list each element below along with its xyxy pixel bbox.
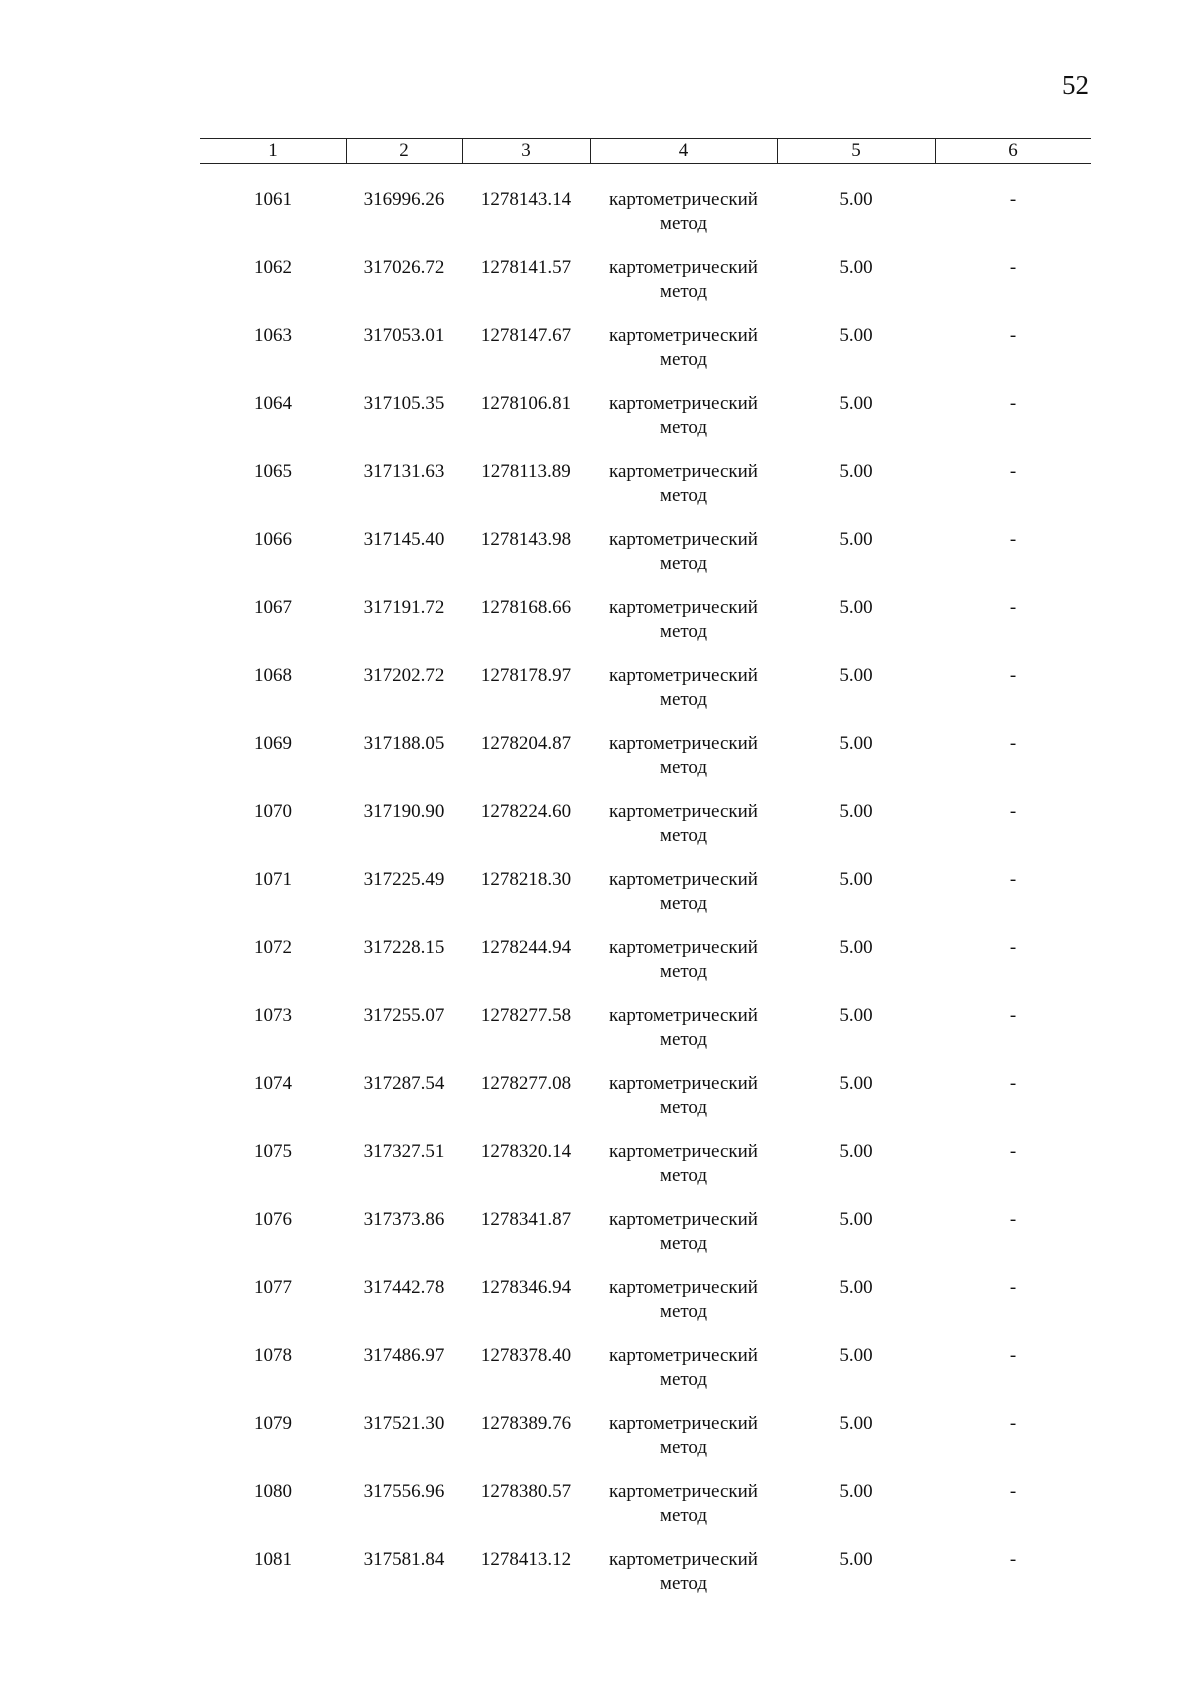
coordinate-y-cell: 1278147.67 xyxy=(480,325,572,346)
table-row xyxy=(0,868,1200,928)
note-cell: - xyxy=(1009,869,1017,890)
coordinate-y-cell: 1278389.76 xyxy=(480,1413,572,1434)
coordinate-y-cell: 1278143.98 xyxy=(480,529,572,550)
point-number-cell: 1078 xyxy=(254,1345,292,1366)
table-row xyxy=(0,256,1200,316)
accuracy-cell: 5.00 xyxy=(839,1209,873,1230)
coordinate-y-cell: 1278143.14 xyxy=(480,189,572,210)
coordinate-y-cell: 1278141.57 xyxy=(480,257,572,278)
method-cell xyxy=(590,1276,777,1324)
note-cell: - xyxy=(1009,1141,1017,1162)
point-number-cell: 1061 xyxy=(254,189,292,210)
point-number-cell: 1063 xyxy=(254,325,292,346)
point-number-cell: 1070 xyxy=(254,801,292,822)
note-cell: - xyxy=(1009,1277,1017,1298)
coordinate-x-cell: 317145.40 xyxy=(363,529,445,550)
method-cell xyxy=(590,256,777,304)
coordinate-y-cell: 1278378.40 xyxy=(480,1345,572,1366)
method-line-1: картометрический xyxy=(609,325,758,346)
note-cell: - xyxy=(1009,1073,1017,1094)
coordinate-y-cell: 1278106.81 xyxy=(480,393,572,414)
coordinate-x-cell: 317105.35 xyxy=(363,393,445,414)
point-number-cell: 1062 xyxy=(254,257,292,278)
coordinate-x-cell: 317287.54 xyxy=(363,1073,445,1094)
note-cell: - xyxy=(1009,1345,1017,1366)
method-cell xyxy=(590,936,777,984)
accuracy-cell: 5.00 xyxy=(839,801,873,822)
method-cell xyxy=(590,188,777,236)
method-line-2: метод xyxy=(659,621,708,642)
note-cell: - xyxy=(1009,325,1017,346)
table-row xyxy=(0,1004,1200,1064)
table-row xyxy=(0,664,1200,724)
coordinate-x-cell: 317188.05 xyxy=(363,733,445,754)
method-line-1: картометрический xyxy=(609,665,758,686)
point-number-cell: 1080 xyxy=(254,1481,292,1502)
method-line-1: картометрический xyxy=(609,1005,758,1026)
note-cell: - xyxy=(1009,1413,1017,1434)
table-row xyxy=(0,324,1200,384)
note-cell: - xyxy=(1009,1549,1017,1570)
point-number-cell: 1074 xyxy=(254,1073,292,1094)
method-cell xyxy=(590,392,777,440)
method-cell xyxy=(590,324,777,372)
coordinate-y-cell: 1278218.30 xyxy=(480,869,572,890)
method-cell xyxy=(590,1208,777,1256)
point-number-cell: 1072 xyxy=(254,937,292,958)
table-row xyxy=(0,1344,1200,1404)
method-cell xyxy=(590,1480,777,1528)
coordinate-x-cell: 317225.49 xyxy=(363,869,445,890)
coordinate-y-cell: 1278277.58 xyxy=(480,1005,572,1026)
method-cell xyxy=(590,732,777,780)
method-line-1: картометрический xyxy=(609,1277,758,1298)
header-col-2: 2 xyxy=(399,140,409,161)
method-line-2: метод xyxy=(659,893,708,914)
method-line-2: метод xyxy=(659,1505,708,1526)
coordinate-y-cell: 1278277.08 xyxy=(480,1073,572,1094)
accuracy-cell: 5.00 xyxy=(839,1277,873,1298)
accuracy-cell: 5.00 xyxy=(839,1549,873,1570)
note-cell: - xyxy=(1009,529,1017,550)
coordinate-y-cell: 1278380.57 xyxy=(480,1481,572,1502)
method-cell xyxy=(590,868,777,916)
point-number-cell: 1066 xyxy=(254,529,292,550)
method-line-1: картометрический xyxy=(609,1209,758,1230)
note-cell: - xyxy=(1009,257,1017,278)
coordinate-x-cell: 317053.01 xyxy=(363,325,445,346)
accuracy-cell: 5.00 xyxy=(839,257,873,278)
note-cell: - xyxy=(1009,733,1017,754)
method-line-1: картометрический xyxy=(609,529,758,550)
coordinate-y-cell: 1278244.94 xyxy=(480,937,572,958)
method-line-2: метод xyxy=(659,213,708,234)
method-line-1: картометрический xyxy=(609,461,758,482)
coordinate-x-cell: 317581.84 xyxy=(363,1549,445,1570)
method-cell xyxy=(590,460,777,508)
accuracy-cell: 5.00 xyxy=(839,937,873,958)
accuracy-cell: 5.00 xyxy=(839,393,873,414)
note-cell: - xyxy=(1009,189,1017,210)
header-col-6: 6 xyxy=(1008,140,1018,161)
table-row xyxy=(0,1480,1200,1540)
point-number-cell: 1069 xyxy=(254,733,292,754)
method-line-1: картометрический xyxy=(609,393,758,414)
method-line-2: метод xyxy=(659,417,708,438)
table-header xyxy=(200,138,1091,164)
coordinate-x-cell: 316996.26 xyxy=(363,189,445,210)
table-row xyxy=(0,596,1200,656)
method-line-2: метод xyxy=(659,1301,708,1322)
method-cell xyxy=(590,528,777,576)
method-line-1: картометрический xyxy=(609,257,758,278)
point-number-cell: 1064 xyxy=(254,393,292,414)
coordinate-x-cell: 317026.72 xyxy=(363,257,445,278)
method-line-1: картометрический xyxy=(609,1413,758,1434)
method-cell xyxy=(590,596,777,644)
note-cell: - xyxy=(1009,393,1017,414)
method-cell xyxy=(590,1004,777,1052)
coordinate-x-cell: 317255.07 xyxy=(363,1005,445,1026)
note-cell: - xyxy=(1009,665,1017,686)
table-row xyxy=(0,1072,1200,1132)
table-row xyxy=(0,936,1200,996)
note-cell: - xyxy=(1009,597,1017,618)
accuracy-cell: 5.00 xyxy=(839,325,873,346)
accuracy-cell: 5.00 xyxy=(839,189,873,210)
method-line-2: метод xyxy=(659,757,708,778)
note-cell: - xyxy=(1009,937,1017,958)
method-line-2: метод xyxy=(659,1165,708,1186)
note-cell: - xyxy=(1009,1209,1017,1230)
point-number-cell: 1065 xyxy=(254,461,292,482)
coordinate-y-cell: 1278320.14 xyxy=(480,1141,572,1162)
coordinate-y-cell: 1278413.12 xyxy=(480,1549,572,1570)
point-number-cell: 1081 xyxy=(254,1549,292,1570)
header-col-4: 4 xyxy=(678,140,689,161)
accuracy-cell: 5.00 xyxy=(839,461,873,482)
note-cell: - xyxy=(1009,1481,1017,1502)
accuracy-cell: 5.00 xyxy=(839,1005,873,1026)
method-line-1: картометрический xyxy=(609,1549,758,1570)
method-line-2: метод xyxy=(659,1573,708,1594)
point-number-cell: 1073 xyxy=(254,1005,292,1026)
method-line-2: метод xyxy=(659,485,708,506)
method-line-1: картометрический xyxy=(609,1345,758,1366)
header-col-3: 3 xyxy=(521,140,531,161)
header-col-5: 5 xyxy=(851,140,861,161)
table-row xyxy=(0,528,1200,588)
coordinate-y-cell: 1278113.89 xyxy=(481,461,571,482)
table-row xyxy=(0,1548,1200,1608)
method-line-2: метод xyxy=(659,553,708,574)
table-row xyxy=(0,188,1200,248)
point-number-cell: 1071 xyxy=(254,869,292,890)
method-line-1: картометрический xyxy=(609,1141,758,1162)
method-cell xyxy=(590,1140,777,1188)
method-line-1: картометрический xyxy=(609,597,758,618)
method-line-2: метод xyxy=(659,1369,708,1390)
coordinate-x-cell: 317521.30 xyxy=(363,1413,445,1434)
accuracy-cell: 5.00 xyxy=(839,733,873,754)
accuracy-cell: 5.00 xyxy=(839,869,873,890)
method-cell xyxy=(590,664,777,712)
coordinate-y-cell: 1278341.87 xyxy=(480,1209,572,1230)
note-cell: - xyxy=(1009,1005,1017,1026)
note-cell: - xyxy=(1009,801,1017,822)
point-number-cell: 1079 xyxy=(254,1413,292,1434)
coordinate-x-cell: 317327.51 xyxy=(363,1141,445,1162)
accuracy-cell: 5.00 xyxy=(839,1413,873,1434)
table-row xyxy=(0,1140,1200,1200)
method-cell xyxy=(590,800,777,848)
coordinate-y-cell: 1278346.94 xyxy=(480,1277,572,1298)
method-line-2: метод xyxy=(659,961,708,982)
method-line-1: картометрический xyxy=(609,801,758,822)
method-line-1: картометрический xyxy=(609,1073,758,1094)
coordinate-x-cell: 317131.63 xyxy=(363,461,445,482)
coordinate-y-cell: 1278204.87 xyxy=(480,733,572,754)
method-cell xyxy=(590,1072,777,1120)
point-number-cell: 1077 xyxy=(254,1277,292,1298)
header-col-1: 1 xyxy=(268,140,278,161)
method-line-2: метод xyxy=(659,1097,708,1118)
method-line-2: метод xyxy=(659,689,708,710)
accuracy-cell: 5.00 xyxy=(839,529,873,550)
point-number-cell: 1068 xyxy=(254,665,292,686)
table-row xyxy=(0,732,1200,792)
method-line-2: метод xyxy=(659,281,708,302)
table-row xyxy=(0,1412,1200,1472)
coordinate-x-cell: 317190.90 xyxy=(363,801,445,822)
coordinate-x-cell: 317486.97 xyxy=(363,1345,445,1366)
note-cell: - xyxy=(1009,461,1017,482)
page-number: 52 xyxy=(1062,70,1089,100)
method-line-1: картометрический xyxy=(609,1481,758,1502)
accuracy-cell: 5.00 xyxy=(839,597,873,618)
point-number-cell: 1076 xyxy=(254,1209,292,1230)
coordinate-x-cell: 317228.15 xyxy=(363,937,445,958)
method-line-1: картометрический xyxy=(609,937,758,958)
method-line-1: картометрический xyxy=(609,189,758,210)
accuracy-cell: 5.00 xyxy=(839,1345,873,1366)
method-cell xyxy=(590,1548,777,1596)
coordinate-x-cell: 317442.78 xyxy=(363,1277,445,1298)
table-row xyxy=(0,1208,1200,1268)
coordinate-y-cell: 1278224.60 xyxy=(480,801,572,822)
accuracy-cell: 5.00 xyxy=(839,1481,873,1502)
method-line-2: метод xyxy=(659,1437,708,1458)
method-cell xyxy=(590,1412,777,1460)
accuracy-cell: 5.00 xyxy=(839,1141,873,1162)
table-row xyxy=(0,392,1200,452)
table-row xyxy=(0,800,1200,860)
method-line-1: картометрический xyxy=(609,733,758,754)
method-line-2: метод xyxy=(659,1233,708,1254)
coordinate-x-cell: 317373.86 xyxy=(363,1209,445,1230)
coordinate-y-cell: 1278168.66 xyxy=(480,597,572,618)
coordinate-y-cell: 1278178.97 xyxy=(480,665,572,686)
table-row xyxy=(0,460,1200,520)
accuracy-cell: 5.00 xyxy=(839,1073,873,1094)
method-cell xyxy=(590,1344,777,1392)
point-number-cell: 1075 xyxy=(254,1141,292,1162)
coordinate-x-cell: 317556.96 xyxy=(363,1481,445,1502)
point-number-cell: 1067 xyxy=(254,597,292,618)
coordinate-x-cell: 317202.72 xyxy=(363,665,445,686)
method-line-2: метод xyxy=(659,349,708,370)
method-line-2: метод xyxy=(659,1029,708,1050)
method-line-1: картометрический xyxy=(609,869,758,890)
table-row xyxy=(0,1276,1200,1336)
coordinate-x-cell: 317191.72 xyxy=(363,597,445,618)
accuracy-cell: 5.00 xyxy=(839,665,873,686)
method-line-2: метод xyxy=(659,825,708,846)
